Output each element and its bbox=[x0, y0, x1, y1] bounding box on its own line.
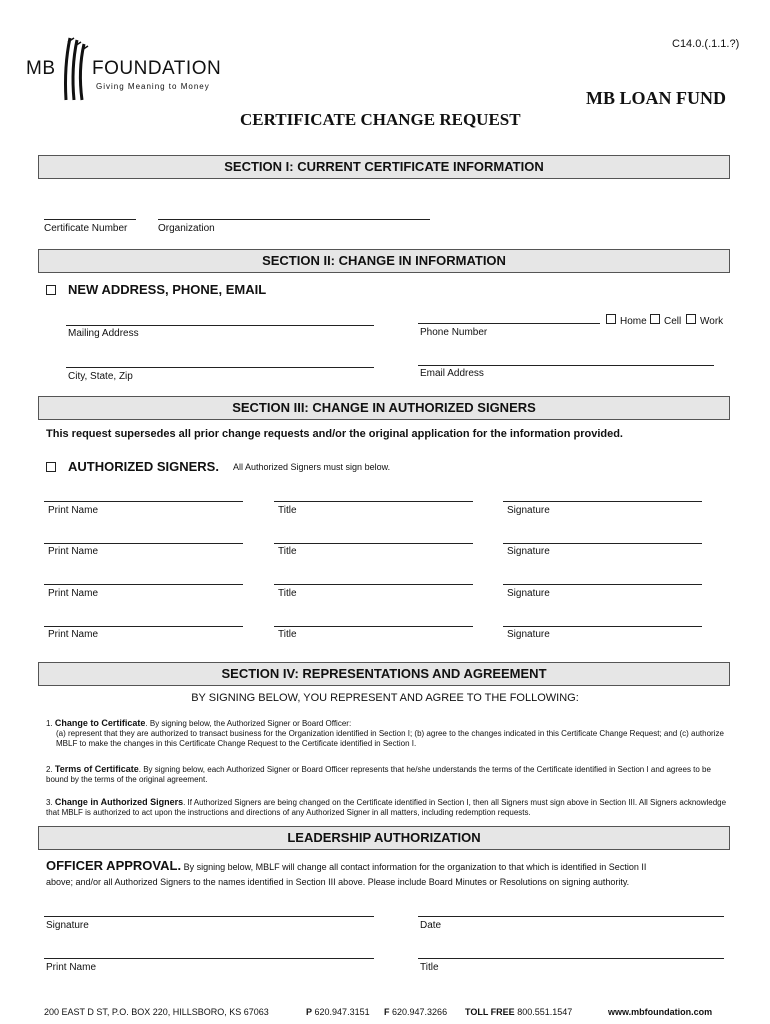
signer-3-title-label: Title bbox=[278, 588, 297, 599]
certificate-number-field[interactable] bbox=[44, 219, 136, 220]
signer-3-title-field[interactable] bbox=[274, 584, 473, 585]
signer-4-title-field[interactable] bbox=[274, 626, 473, 627]
organization-field[interactable] bbox=[158, 219, 430, 220]
logo-tagline: Giving Meaning to Money bbox=[96, 82, 210, 91]
item-1-body: (a) represent that they are authorized to transact business for the Organization identified in Section I; (b) agree to the changes indicated in this Certificate Change Request; and (c) authorize MBLF to make the changes in this Certificate Change Request to the Certificate identified in Section I. bbox=[56, 729, 724, 748]
mailing-address-field[interactable] bbox=[66, 325, 374, 326]
signer-2-title-field[interactable] bbox=[274, 543, 473, 544]
footer-fax-number: 620.947.3266 bbox=[392, 1007, 448, 1017]
signer-1-signature-field[interactable] bbox=[503, 501, 702, 502]
signer-1-print-name-field[interactable] bbox=[44, 501, 243, 502]
section-2-header: SECTION II: CHANGE IN INFORMATION bbox=[38, 249, 730, 273]
logo-foundation-text: FOUNDATION bbox=[92, 58, 222, 79]
officer-title-field[interactable] bbox=[418, 958, 724, 959]
footer-address: 200 EAST D ST, P.O. BOX 220, HILLSBORO, KS 67063 bbox=[44, 1007, 269, 1017]
authorized-signers-label: AUTHORIZED SIGNERS. bbox=[68, 459, 219, 474]
signer-3-print-name-label: Print Name bbox=[48, 588, 99, 599]
signer-3-signature-label: Signature bbox=[507, 588, 550, 599]
phone-cell-label: Cell bbox=[664, 316, 682, 327]
footer-phone-prefix: P bbox=[306, 1007, 313, 1017]
footer-tollfree-prefix: TOLL FREE bbox=[465, 1007, 515, 1017]
section-1-header: SECTION I: CURRENT CERTIFICATE INFORMATION bbox=[38, 155, 730, 179]
item-3-number: 3. bbox=[46, 798, 53, 807]
signer-2-print-name-label: Print Name bbox=[48, 546, 99, 557]
phone-work-label: Work bbox=[700, 316, 724, 327]
phone-home-label: Home bbox=[620, 316, 647, 327]
authorized-signers-checkbox[interactable] bbox=[46, 462, 56, 472]
officer-approval-text: By signing below, MBLF will change all contact information for the organization to that which is identified in Section II bbox=[183, 862, 647, 872]
signer-4-print-name-field[interactable] bbox=[44, 626, 243, 627]
phone-home-checkbox[interactable] bbox=[606, 314, 616, 324]
fund-title: MB LOAN FUND bbox=[586, 88, 726, 108]
signer-3-print-name-field[interactable] bbox=[44, 584, 243, 585]
officer-date-label: Date bbox=[420, 920, 442, 931]
signer-4-print-name-label: Print Name bbox=[48, 629, 99, 640]
mb-foundation-logo bbox=[26, 36, 226, 104]
signer-2-title-label: Title bbox=[278, 546, 297, 557]
supersede-text: This request supersedes all prior change requests and/or the original application for the information provided. bbox=[46, 428, 623, 440]
authorized-signers-note: All Authorized Signers must sign below. bbox=[233, 462, 391, 472]
footer-phone-number: 620.947.3151 bbox=[314, 1007, 370, 1017]
leadership-header: LEADERSHIP AUTHORIZATION bbox=[38, 826, 730, 850]
item-1-lead: . By signing below, the Authorized Signer or Board Officer: bbox=[145, 719, 352, 728]
new-address-label: NEW ADDRESS, PHONE, EMAIL bbox=[68, 282, 267, 297]
officer-signature-field[interactable] bbox=[44, 916, 374, 917]
email-address-field[interactable] bbox=[418, 365, 714, 366]
mailing-address-label: Mailing Address bbox=[68, 328, 139, 339]
organization-label: Organization bbox=[158, 223, 215, 234]
officer-approval-heading: OFFICER APPROVAL. bbox=[46, 858, 182, 873]
officer-date-field[interactable] bbox=[418, 916, 724, 917]
footer-tollfree bbox=[465, 1007, 572, 1017]
agreement-intro: BY SIGNING BELOW, YOU REPRESENT AND AGREE TO THE FOLLOWING: bbox=[191, 692, 579, 704]
phone-cell-checkbox[interactable] bbox=[650, 314, 660, 324]
city-state-zip-field[interactable] bbox=[66, 367, 374, 368]
item-2-lead: . By signing below, each Authorized Signer or Board Officer represents that he/she understands the terms of the Certificate identified in Section I and agrees to be bound by the terms of the original agreement. bbox=[46, 765, 711, 784]
item-3-heading: Change in Authorized Signers bbox=[54, 797, 184, 807]
phone-number-field[interactable] bbox=[418, 323, 600, 324]
logo-mb-text: MB bbox=[26, 58, 56, 79]
signer-1-signature-label: Signature bbox=[507, 505, 550, 516]
officer-title-label: Title bbox=[420, 962, 439, 973]
phone-number-label: Phone Number bbox=[420, 327, 488, 338]
document-title bbox=[240, 110, 521, 130]
signer-1-title-label: Title bbox=[278, 505, 297, 516]
new-address-checkbox[interactable] bbox=[46, 285, 56, 295]
officer-signature-label: Signature bbox=[46, 920, 89, 931]
footer-fax-prefix: F bbox=[384, 1007, 390, 1017]
agreement-item-2 bbox=[46, 764, 728, 785]
agreement-item-3 bbox=[46, 797, 728, 818]
officer-print-name-field[interactable] bbox=[44, 958, 374, 959]
signer-4-signature-label: Signature bbox=[507, 629, 550, 640]
signer-2-print-name-field[interactable] bbox=[44, 543, 243, 544]
phone-work-checkbox[interactable] bbox=[686, 314, 696, 324]
footer-tollfree-number: 800.551.1547 bbox=[517, 1007, 573, 1017]
signer-1-print-name-label: Print Name bbox=[48, 505, 99, 516]
item-1-number: 1. bbox=[46, 719, 53, 728]
officer-approval-paragraph bbox=[46, 858, 726, 890]
signer-2-signature-label: Signature bbox=[507, 546, 550, 557]
signer-2-signature-field[interactable] bbox=[503, 543, 702, 544]
signer-1-title-field[interactable] bbox=[274, 501, 473, 502]
footer-fax bbox=[384, 1007, 447, 1017]
footer-phone bbox=[306, 1007, 370, 1017]
item-2-heading: Terms of Certificate bbox=[54, 764, 139, 774]
signer-4-signature-field[interactable] bbox=[503, 626, 702, 627]
signer-3-signature-field[interactable] bbox=[503, 584, 702, 585]
section-4-header: SECTION IV: REPRESENTATIONS AND AGREEMENT bbox=[38, 662, 730, 686]
email-address-label: Email Address bbox=[420, 368, 484, 379]
certificate-number-label: Certificate Number bbox=[44, 223, 128, 234]
section-3-header: SECTION III: CHANGE IN AUTHORIZED SIGNERS bbox=[38, 396, 730, 420]
agreement-item-1 bbox=[46, 718, 728, 749]
city-state-zip-label: City, State, Zip bbox=[68, 371, 133, 382]
officer-print-name-label: Print Name bbox=[46, 962, 97, 973]
item-2-number: 2. bbox=[46, 765, 53, 774]
footer-website: www.mbfoundation.com bbox=[608, 1007, 713, 1017]
signer-4-title-label: Title bbox=[278, 629, 297, 640]
item-3-lead: . If Authorized Signers are being changed on the Certificate identified in Section I, then all Signers must sign above in Section III. All Signers acknowledge that MBLF is authorized to act upon the instructions and directions of any Authorized Signer in all matters, including redemption requests. bbox=[46, 798, 727, 817]
form-code: C14.0.(.1.1.?) bbox=[672, 38, 740, 50]
officer-approval-text-2: above; and/or all Authorized Signers to the names identified in Section III above. Please include Board Minutes or Resolutions on signing authority. bbox=[46, 877, 630, 887]
document-title-text: CERTIFICATE CHANGE REQUEST bbox=[240, 110, 521, 129]
item-1-heading: Change to Certificate bbox=[54, 718, 146, 728]
wheat-logo-icon bbox=[60, 36, 92, 102]
